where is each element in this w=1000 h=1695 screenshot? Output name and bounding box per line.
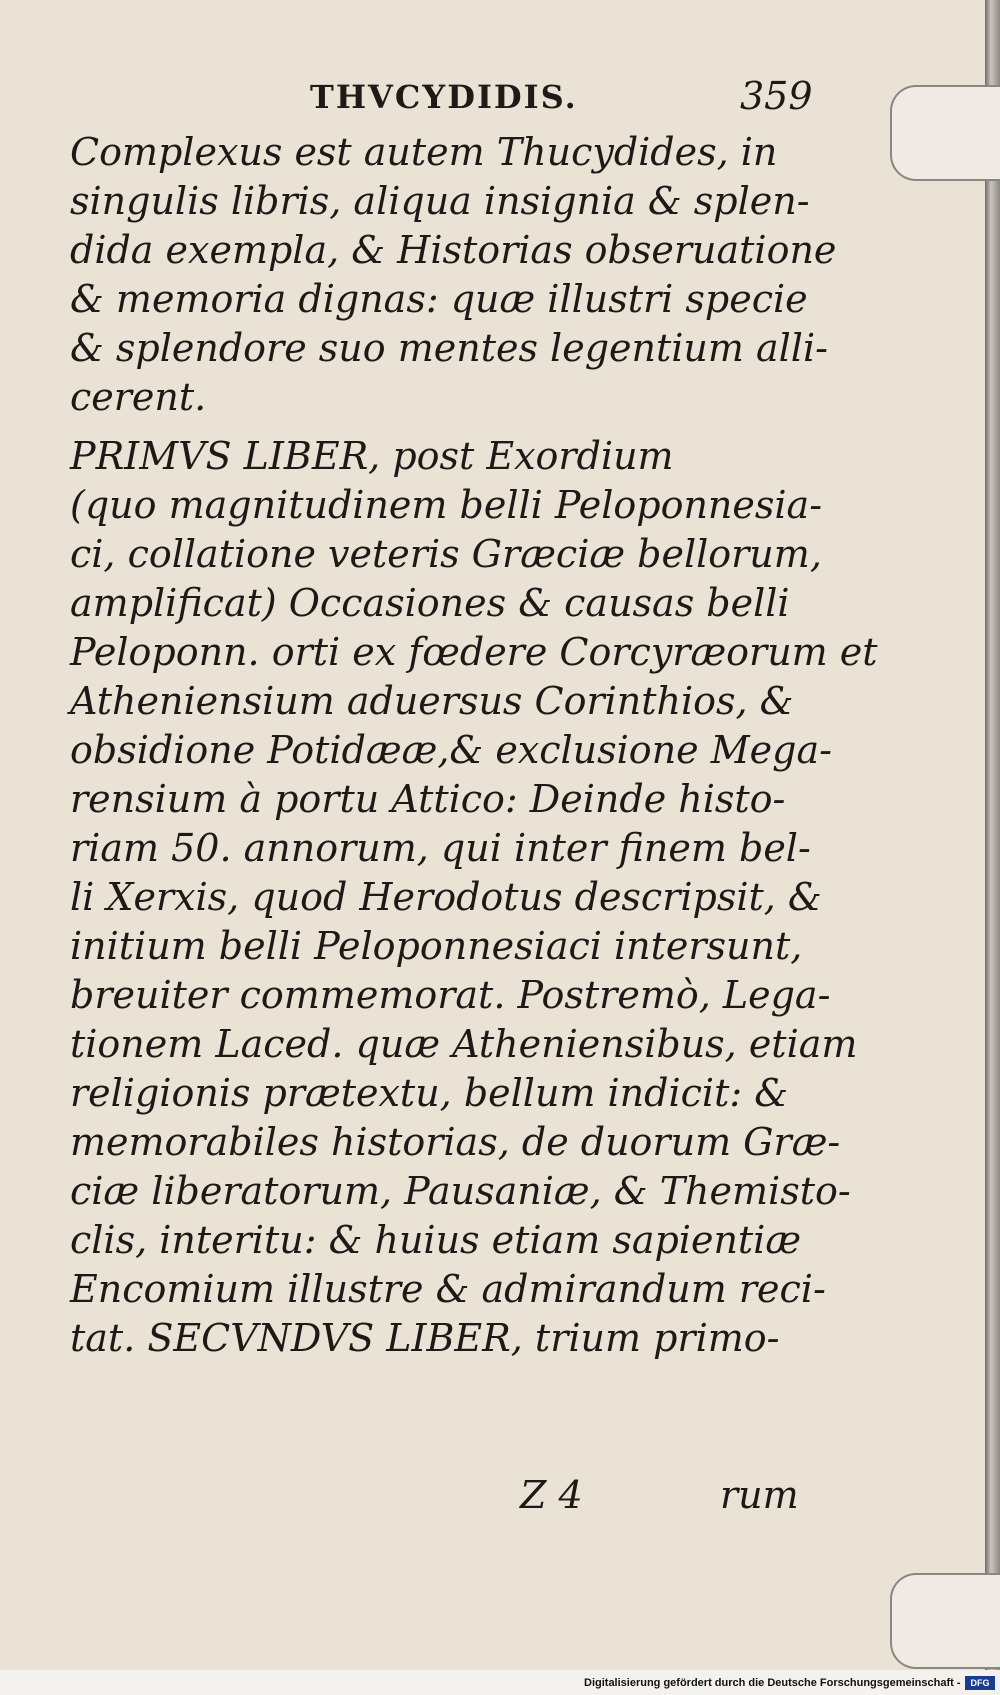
text-line: breuiter commemorat. Postremò, Lega-	[70, 973, 831, 1017]
text-line: cerent.	[70, 375, 207, 419]
catchword: rum	[720, 1473, 799, 1517]
text-line: amplificat) Occasiones & causas belli	[70, 581, 790, 625]
dfg-logo: DFG	[965, 1676, 995, 1690]
text-line: (quo magnitudinem belli Peloponnesia-	[70, 483, 823, 527]
running-title: THVCYDIDIS.	[310, 78, 578, 116]
text-line: PRIMVS LIBER, post Exordium	[70, 434, 674, 478]
page-edge	[985, 0, 1000, 1670]
text-line: riam 50. annorum, qui inter finem bel-	[70, 826, 811, 870]
text-line: memorabiles historias, de duorum Græ-	[70, 1120, 841, 1164]
text-line: rensium à portu Attico: Deinde histo-	[70, 777, 786, 821]
paragraph-1	[70, 128, 837, 422]
text-line: li Xerxis, quod Herodotus descripsit, &	[70, 875, 822, 919]
text-line: clis, interitu: & huius etiam sapientiæ	[70, 1218, 802, 1262]
text-line: Encomium illustre & admirandum reci-	[70, 1267, 826, 1311]
text-line: religionis prætextu, bellum indicit: &	[70, 1071, 789, 1115]
text-line: tionem Laced. quæ Atheniensibus, etiam	[70, 1022, 858, 1066]
text-line: ci, collatione veteris Græciæ bellorum,	[70, 532, 822, 576]
paragraph-2	[70, 432, 878, 1363]
text-line: Atheniensium aduersus Corinthios, &	[70, 679, 794, 723]
text-line: & memoria dignas: quæ illustri specie	[70, 277, 808, 321]
text-line: ciæ liberatorum, Pausaniæ, & Themisto-	[70, 1169, 851, 1213]
text-line: obsidione Potidææ,& exclusione Mega-	[70, 728, 832, 772]
signature-mark: Z 4	[520, 1473, 583, 1517]
binding-clip-top	[890, 85, 1000, 181]
text-line: dida exempla, & Historias obseruatione	[70, 228, 837, 272]
main-text	[70, 128, 878, 1363]
funding-note: Digitalisierung gefördert durch die Deutsche Forschungsgemeinschaft -	[584, 1677, 961, 1689]
page-number: 359	[740, 74, 813, 118]
text-line: & splendore suo mentes legentium alli-	[70, 326, 828, 370]
text-line: singulis libris, aliqua insignia & splen-	[70, 179, 810, 223]
text-line: tat. SECVNDVS LIBER, trium primo-	[70, 1316, 780, 1360]
text-line: Peloponn. orti ex fœdere Corcyræorum et	[70, 630, 878, 674]
text-line: Complexus est autem Thucydides, in	[70, 130, 778, 174]
text-line: initium belli Peloponnesiaci intersunt,	[70, 924, 803, 968]
binding-clip-bottom	[890, 1573, 1000, 1669]
